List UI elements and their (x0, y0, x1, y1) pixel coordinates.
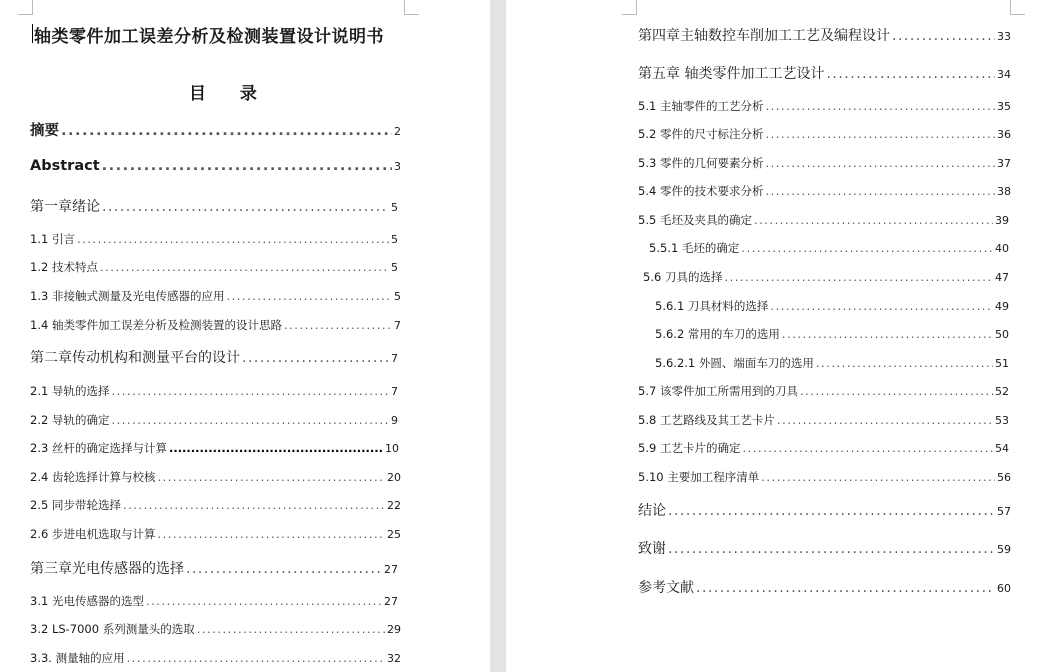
toc-entry[interactable] (30, 412, 398, 428)
toc-entry[interactable] (638, 383, 1009, 399)
toc-entry-label: 5.6.1 刀具材料的选择 (655, 299, 769, 313)
toc-entry[interactable] (649, 240, 1009, 256)
toc-entry-label: 摘要 (30, 123, 59, 139)
toc-page-number: 5 (391, 261, 398, 274)
toc-entry-label: 5.6.2.1 外圆、端面车刀的选用 (655, 356, 814, 370)
toc-leader (765, 99, 995, 113)
toc-page-number: 9 (391, 414, 398, 427)
toc-entry-label: 5.6.2 常用的车刀的选用 (655, 327, 780, 341)
toc-entry[interactable] (638, 440, 1009, 456)
toc-entry-label: 第四章主轴数控车削加工工艺及编程设计 (638, 28, 890, 44)
toc-leader (800, 384, 993, 398)
toc-leader (226, 289, 392, 303)
toc-entry-label: 1.3 非接触式测量及光电传感器的应用 (30, 289, 225, 303)
toc-page-number: 5 (394, 290, 401, 303)
toc-leader (169, 441, 383, 455)
toc-heading: 目 录 (189, 84, 271, 104)
toc-leader (197, 622, 385, 636)
toc-page-number: 2 (394, 125, 401, 138)
margin-corner-mark (404, 0, 419, 15)
toc-leader (742, 441, 993, 455)
toc-entry-label: 2.4 齿轮选择计算与校核 (30, 470, 156, 484)
toc-leader (765, 127, 995, 141)
toc-entry[interactable] (638, 500, 1011, 520)
toc-page-number: 56 (997, 471, 1011, 484)
toc-leader (61, 123, 392, 139)
toc-entry[interactable] (638, 63, 1011, 83)
toc-entry[interactable] (638, 212, 1009, 228)
toc-leader (668, 503, 995, 519)
toc-entry[interactable] (30, 196, 398, 216)
toc-leader (696, 580, 995, 596)
toc-leader (770, 299, 993, 313)
toc-leader (826, 66, 995, 82)
toc-entry-label: 5.8 工艺路线及其工艺卡片 (638, 413, 775, 427)
toc-leader (242, 350, 389, 366)
toc-entry-label: 2.2 导轨的确定 (30, 413, 110, 427)
toc-leader (777, 413, 993, 427)
toc-page-number: 59 (997, 543, 1011, 556)
toc-entry-label: 5.1 主轴零件的工艺分析 (638, 99, 764, 113)
toc-page-number: 3 (394, 160, 401, 173)
toc-leader (111, 384, 389, 398)
toc-leader (782, 327, 993, 341)
toc-entry-label: 5.9 工艺卡片的确定 (638, 441, 741, 455)
toc-page-number: 60 (997, 582, 1011, 595)
page-gutter (490, 0, 506, 672)
toc-page-number: 53 (995, 414, 1009, 427)
toc-entry-label: 5.5 毛坯及夹具的确定 (638, 213, 752, 227)
toc-page-number: 52 (995, 385, 1009, 398)
toc-page-number: 29 (387, 623, 401, 636)
toc-leader (100, 260, 389, 274)
toc-entry-label: 1.4 轴类零件加工误差分析及检测装置的设计思路 (30, 318, 282, 332)
toc-page-number: 39 (995, 214, 1009, 227)
toc-entry[interactable] (30, 558, 398, 578)
toc-entry[interactable] (30, 650, 401, 666)
toc-entry-label: 5.7 该零件加工所需用到的刀具 (638, 384, 798, 398)
toc-page-number: 50 (995, 328, 1009, 341)
toc-entry-label: 第一章绪论 (30, 199, 100, 215)
toc-leader (102, 158, 392, 174)
toc-leader (754, 213, 993, 227)
toc-leader (111, 413, 389, 427)
toc-entry-label: 3.3. 测量轴的应用 (30, 651, 125, 665)
toc-page-number: 7 (391, 385, 398, 398)
toc-entry[interactable] (30, 158, 401, 174)
toc-page-number: 20 (387, 471, 401, 484)
toc-entry[interactable] (30, 593, 398, 609)
toc-leader (102, 199, 389, 215)
toc-entry[interactable] (30, 383, 398, 399)
toc-entry-label: 5.4 零件的技术要求分析 (638, 184, 764, 198)
toc-entry[interactable] (30, 621, 401, 637)
toc-entry[interactable] (638, 412, 1009, 428)
toc-entry-label: 5.3 零件的几何要素分析 (638, 156, 764, 170)
toc-leader (724, 270, 993, 284)
toc-entry-label: 5.2 零件的尺寸标注分析 (638, 127, 764, 141)
toc-entry-label: 2.5 同步带轮选择 (30, 498, 121, 512)
toc-entry-label: 致谢 (638, 541, 666, 557)
toc-entry[interactable] (655, 326, 1009, 342)
toc-entry[interactable] (655, 355, 1009, 371)
toc-page-number: 34 (997, 68, 1011, 81)
toc-page-number: 36 (997, 128, 1011, 141)
toc-page-number: 27 (384, 595, 398, 608)
document-page-left (0, 0, 490, 672)
toc-page-number: 35 (997, 100, 1011, 113)
toc-leader (741, 241, 993, 255)
toc-entry[interactable] (643, 269, 1009, 285)
toc-entry[interactable] (638, 25, 1011, 45)
toc-entry-label: 1.2 技术特点 (30, 260, 98, 274)
toc-entry[interactable] (30, 288, 401, 304)
toc-entry[interactable] (30, 347, 398, 367)
toc-entry[interactable] (638, 577, 1011, 597)
toc-page-number: 51 (995, 357, 1009, 370)
toc-entry-label: 第二章传动机构和测量平台的设计 (30, 350, 240, 366)
toc-entry[interactable] (638, 155, 1011, 171)
toc-leader (761, 470, 995, 484)
toc-page-number: 10 (385, 442, 399, 455)
toc-entry-label: 结论 (638, 503, 666, 519)
toc-entry-label: 参考文献 (638, 580, 694, 596)
toc-entry[interactable] (30, 526, 401, 542)
document-title: 轴类零件加工误差分析及检测装置设计说明书 (34, 22, 384, 47)
toc-entry[interactable] (30, 469, 401, 485)
toc-entry[interactable] (655, 298, 1009, 314)
toc-entry[interactable] (638, 126, 1011, 142)
toc-entry[interactable] (30, 440, 399, 456)
toc-leader (892, 28, 995, 44)
toc-page-number: 38 (997, 185, 1011, 198)
toc-page-number: 37 (997, 157, 1011, 170)
toc-page-number: 5 (391, 201, 398, 214)
toc-page-number: 47 (995, 271, 1009, 284)
toc-entry-label: 第三章光电传感器的选择 (30, 561, 184, 577)
toc-page-number: 22 (387, 499, 401, 512)
toc-entry[interactable] (638, 538, 1011, 558)
margin-corner-mark (18, 0, 33, 15)
toc-entry-label: 第五章 轴类零件加工工艺设计 (638, 66, 825, 82)
toc-leader (765, 184, 995, 198)
toc-page-number: 32 (387, 652, 401, 665)
toc-leader (77, 232, 389, 246)
toc-page-number: 49 (995, 300, 1009, 313)
toc-entry[interactable] (30, 231, 398, 247)
document-page-right (506, 0, 1042, 672)
toc-page-number: 7 (391, 352, 398, 365)
toc-page-number: 57 (997, 505, 1011, 518)
toc-leader (127, 651, 385, 665)
toc-leader (186, 561, 382, 577)
toc-page-number: 25 (387, 528, 401, 541)
margin-corner-mark (1010, 0, 1025, 15)
toc-page-number: 33 (997, 30, 1011, 43)
toc-entry-label: 2.3 丝杆的确定选择与计算 (30, 441, 167, 455)
toc-leader (765, 156, 995, 170)
toc-leader (146, 594, 382, 608)
toc-entry-label: 1.1 引言 (30, 232, 75, 246)
toc-page-number: 5 (391, 233, 398, 246)
toc-leader (816, 356, 993, 370)
toc-leader (157, 470, 385, 484)
toc-entry-label: 2.1 导轨的选择 (30, 384, 110, 398)
toc-leader (157, 527, 385, 541)
toc-page-number: 7 (394, 319, 401, 332)
toc-leader (123, 498, 385, 512)
toc-entry-label: Abstract (30, 158, 100, 174)
toc-leader (284, 318, 392, 332)
toc-entry-label: 5.6 刀具的选择 (643, 270, 723, 284)
toc-entry[interactable] (30, 259, 398, 275)
toc-entry-label: 3.1 光电传感器的选型 (30, 594, 144, 608)
toc-page-number: 40 (995, 242, 1009, 255)
toc-entry[interactable] (30, 119, 401, 140)
toc-entry[interactable] (638, 469, 1011, 485)
toc-page-number: 54 (995, 442, 1009, 455)
margin-corner-mark (622, 0, 637, 15)
toc-entry-label: 5.10 主要加工程序清单 (638, 470, 760, 484)
toc-entry-label: 3.2 LS-7000 系列测量头的选取 (30, 622, 195, 636)
toc-entry[interactable] (638, 98, 1011, 114)
toc-entry[interactable] (30, 317, 401, 333)
toc-entry-label: 5.5.1 毛坯的确定 (649, 241, 740, 255)
toc-page-number: 27 (384, 563, 398, 576)
toc-entry[interactable] (638, 183, 1011, 199)
toc-leader (668, 541, 995, 557)
toc-entry-label: 2.6 步进电机选取与计算 (30, 527, 156, 541)
toc-entry[interactable] (30, 497, 401, 513)
